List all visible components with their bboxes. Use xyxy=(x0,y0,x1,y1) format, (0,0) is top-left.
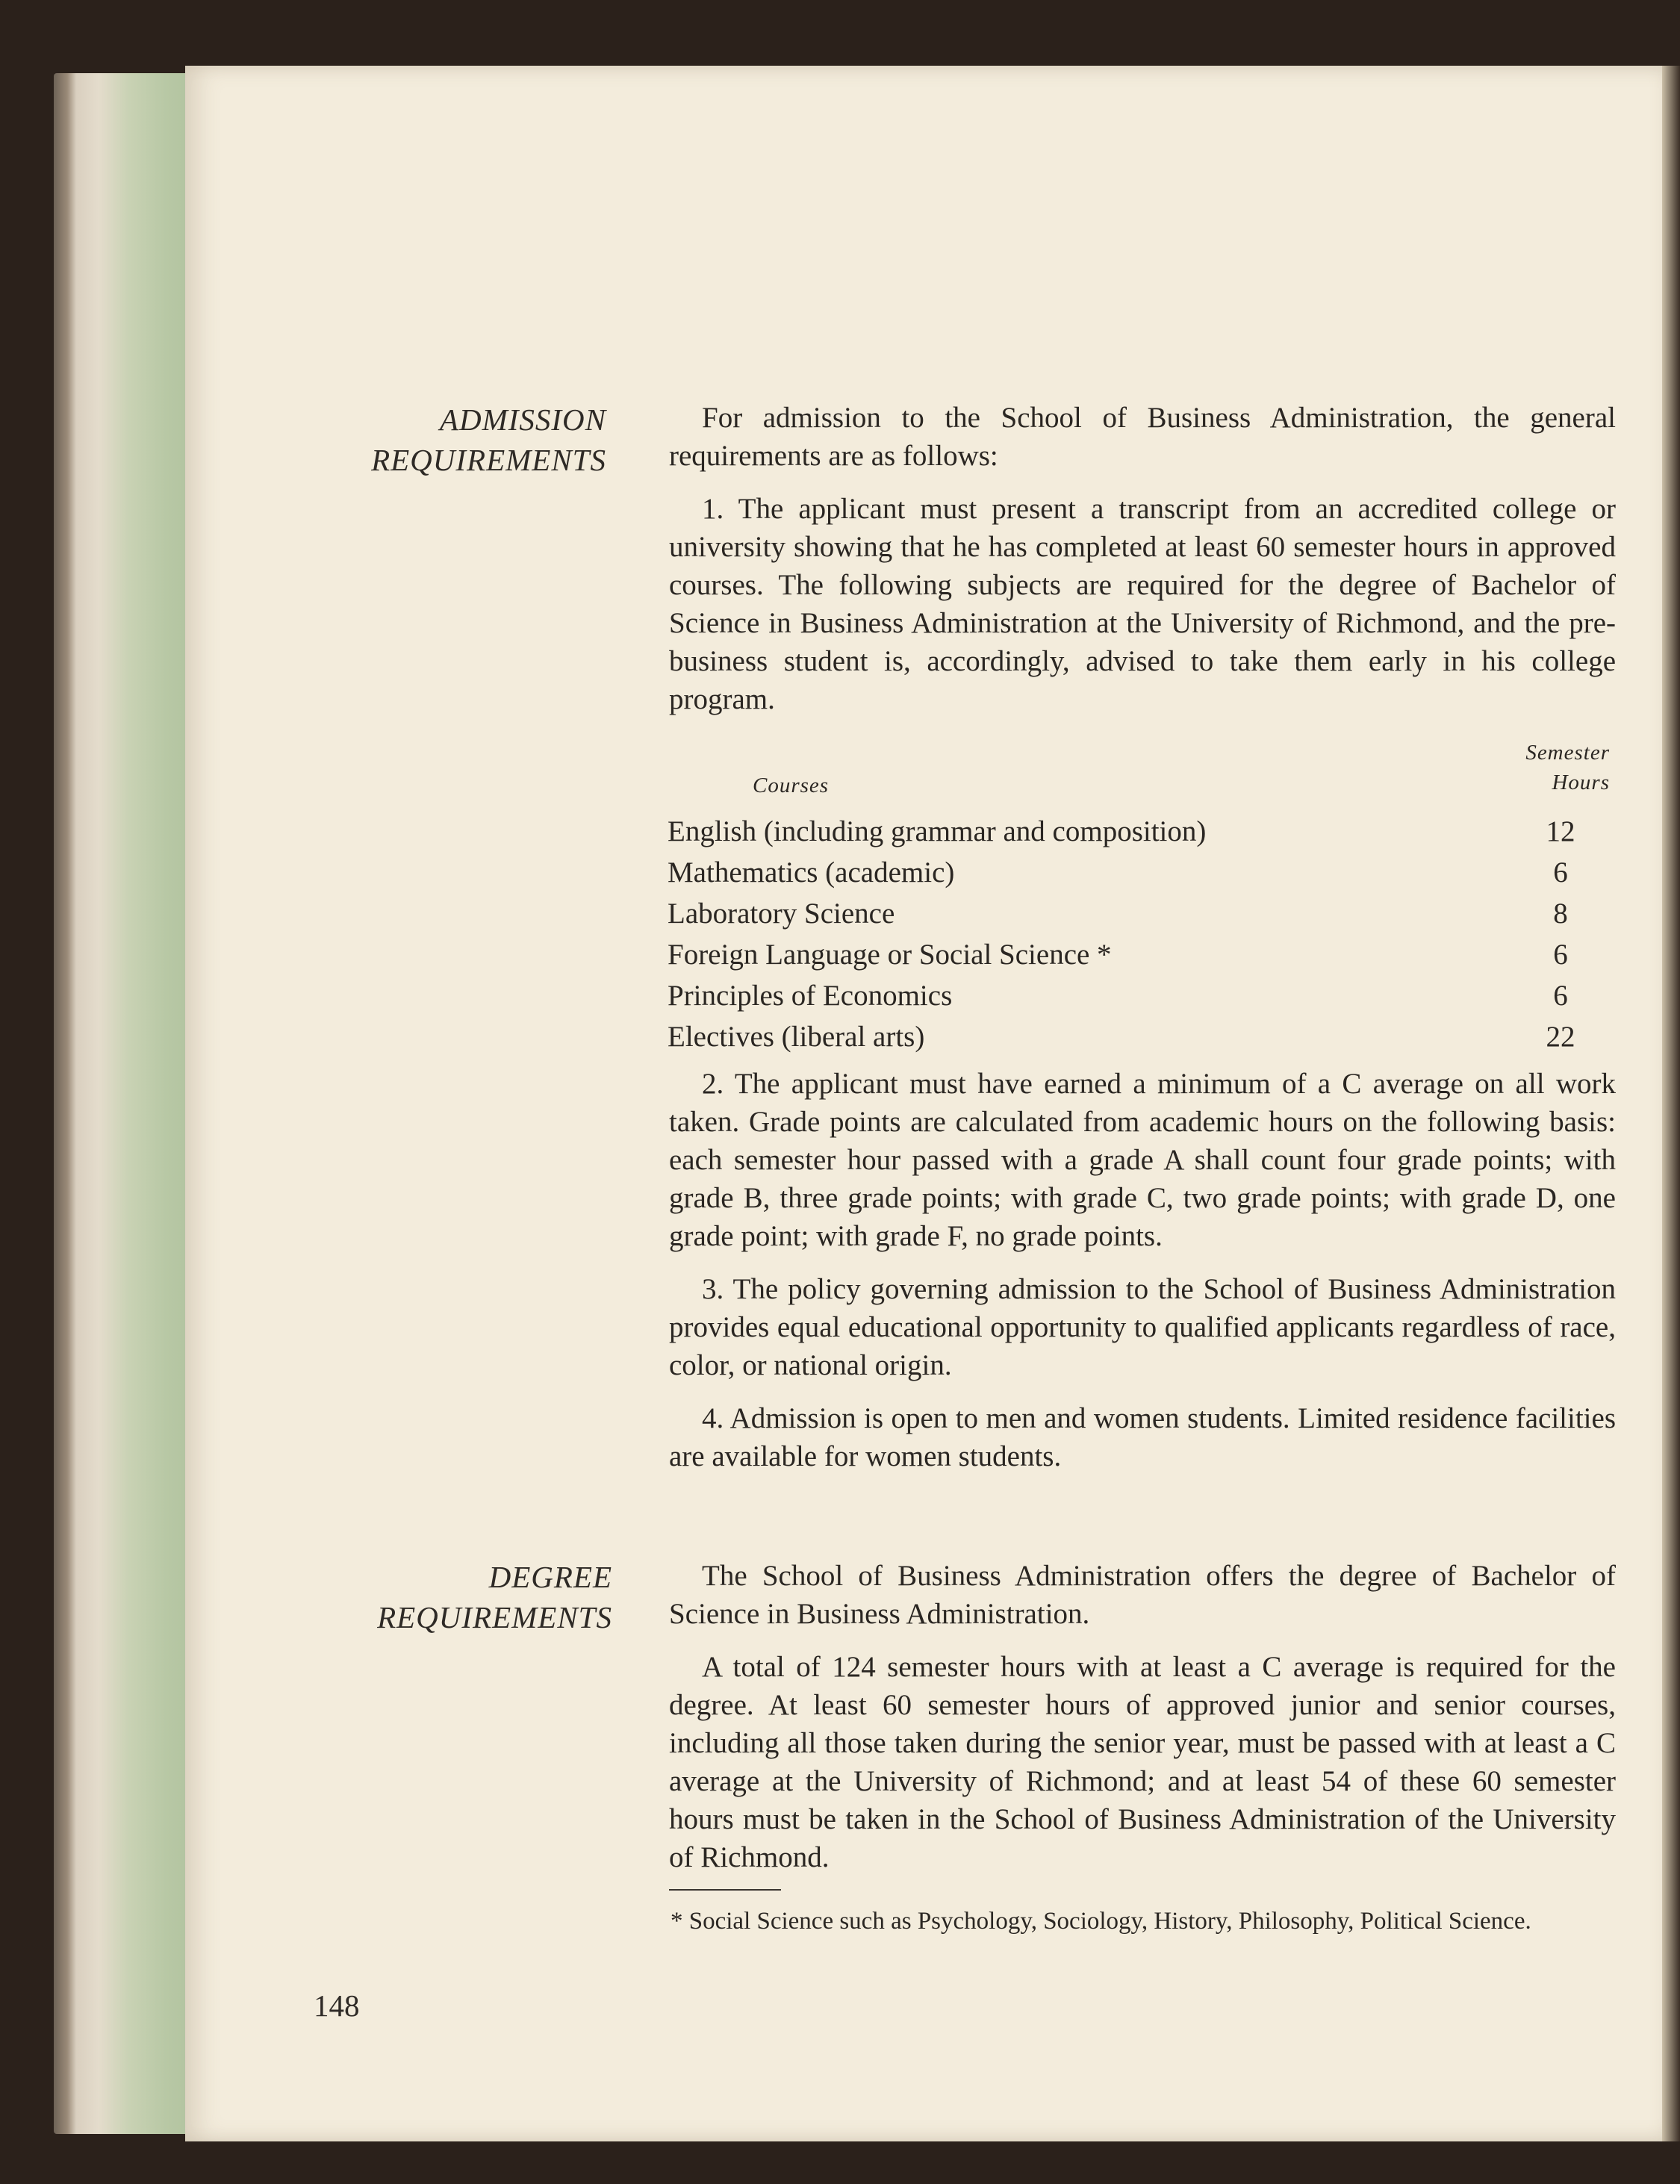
courses-column-header: Courses xyxy=(753,774,830,797)
admission-item-3: 3. The policy governing admission to the School of Business Administration provides equal educational opportunity to qualified applicants regardless of race, color, or national origin. xyxy=(669,1273,1616,1381)
table-row xyxy=(668,975,1590,1016)
degree-paragraph-2: A total of 124 semester hours with at least a C average is required for the degree. At least 60 semester hours of approved junior and senior courses, including all those taken during the senior year, must be passed with at least a C average at the University of Richmond; and at least 54 of these 60 semester hours must be taken in the School of Business Administration of the University of Richmond. xyxy=(669,1651,1616,1873)
required-courses-table xyxy=(668,738,1610,1057)
course-name: English (including grammar and composition) xyxy=(668,815,1207,847)
degree-paragraph-1: The School of Business Administration offers the degree of Bachelor of Science in Business Administration. xyxy=(669,1560,1616,1630)
page-number: 148 xyxy=(314,1988,360,2023)
heading-line: REQUIREMENTS xyxy=(377,1600,612,1634)
course-name: Electives (liberal arts) xyxy=(668,1021,925,1053)
table-row xyxy=(668,852,1590,893)
admission-item-1: 1. The applicant must present a transcript from an accredited college or university showing that he has completed at least 60 semester hours in approved courses. The following subjects are required for the degree of Bachelor of Science in Business Administration at the University of Richmond, and the pre-business student is, accordingly, advised to take them early in his college program. xyxy=(669,493,1616,715)
hours-column-header xyxy=(1525,738,1610,797)
admission-item-4: 4. Admission is open to men and women students. Limited residence facilities are available for women students. xyxy=(669,1402,1616,1472)
admission-requirements-heading xyxy=(314,399,606,480)
footnote: * Social Science such as Psychology, Sociology, History, Philosophy, Political Science. xyxy=(671,1908,1531,1935)
table-row xyxy=(668,934,1590,975)
hours-header-line: Semester xyxy=(1525,741,1610,765)
table-header xyxy=(668,738,1610,811)
admission-requirements-section xyxy=(669,399,1616,733)
footnote-rule xyxy=(669,1889,781,1891)
admission-requirements-continued xyxy=(669,1065,1616,1490)
course-hours: 6 xyxy=(1553,939,1568,971)
heading-line: DEGREE xyxy=(488,1560,612,1594)
hours-header-line: Hours xyxy=(1552,771,1610,794)
course-hours: 22 xyxy=(1546,1021,1575,1053)
book-page-edges xyxy=(54,73,188,2134)
degree-requirements-section xyxy=(669,1557,1616,1891)
course-hours: 6 xyxy=(1553,980,1568,1012)
heading-line: REQUIREMENTS xyxy=(371,443,606,477)
table-row xyxy=(668,1016,1590,1057)
heading-line: ADMISSION xyxy=(439,402,606,437)
course-hours: 6 xyxy=(1553,856,1568,889)
course-name: Foreign Language or Social Science * xyxy=(668,939,1112,971)
page-gutter-shadow xyxy=(1662,66,1680,2141)
admission-intro: For admission to the School of Business Administration, the general requirements are as follows: xyxy=(669,402,1616,472)
course-name: Mathematics (academic) xyxy=(668,856,955,889)
admission-item-2: 2. The applicant must have earned a minimum of a C average on all work taken. Grade points are calculated from academic hours on the following basis: each semester hour passed with a grade A shall count four grade points; with grade B, three grade points; with grade C, two grade points; with grade D, one grade point; with grade F, no grade points. xyxy=(669,1068,1616,1252)
course-name: Principles of Economics xyxy=(668,980,953,1012)
course-hours: 12 xyxy=(1546,815,1575,847)
table-row xyxy=(668,893,1590,934)
degree-requirements-heading xyxy=(314,1557,612,1637)
course-name: Laboratory Science xyxy=(668,897,895,930)
course-hours: 8 xyxy=(1553,897,1568,930)
table-row xyxy=(668,811,1590,852)
